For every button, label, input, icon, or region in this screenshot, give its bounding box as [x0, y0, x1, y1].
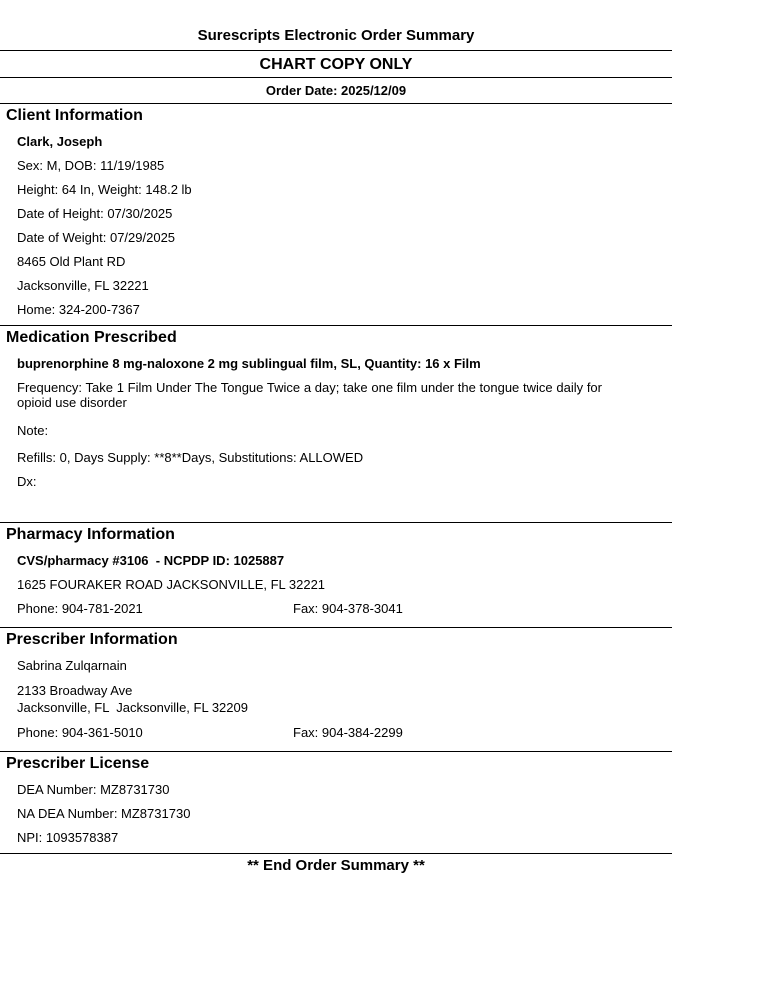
- medication-frequency: Frequency: Take 1 Film Under The Tongue Twice a day; take one film under the tongue twice daily for opioid use disorder: [17, 380, 602, 410]
- end-order-summary: ** End Order Summary **: [247, 857, 425, 874]
- prescriber-information-heading: Prescriber Information: [6, 631, 178, 648]
- prescriber-name: Sabrina Zulqarnain: [17, 658, 127, 673]
- client-address-line2: Jacksonville, FL 32221: [17, 278, 149, 293]
- client-address-line1: 8465 Old Plant RD: [17, 254, 126, 269]
- client-sex-dob: Sex: M, DOB: 11/19/1985: [17, 158, 165, 173]
- document-title: Surescripts Electronic Order Summary: [197, 27, 475, 44]
- license-na-dea-number: NA DEA Number: MZ8731730: [17, 806, 191, 821]
- chart-copy-banner: CHART COPY ONLY: [259, 56, 413, 73]
- medication-prescribed-section: [0, 326, 672, 522]
- prescriber-information-section: [0, 628, 672, 751]
- prescriber-address-line2: Jacksonville, FL Jacksonville, FL 32209: [17, 700, 248, 715]
- prescriber-license-heading: Prescriber License: [6, 755, 150, 772]
- pharmacy-name-ncpdp: CVS/pharmacy #3106 - NCPDP ID: 1025887: [17, 553, 285, 568]
- medication-prescribed-heading: Medication Prescribed: [6, 329, 177, 346]
- medication-dx: Dx:: [17, 474, 37, 489]
- medication-refills: Refills: 0, Days Supply: **8**Days, Substitutions: ALLOWED: [17, 450, 364, 465]
- client-information-heading: Client Information: [6, 107, 143, 124]
- license-npi: NPI: 1093578387: [17, 830, 119, 845]
- client-name: Clark, Joseph: [17, 134, 103, 149]
- prescriber-license-section: [0, 752, 672, 853]
- client-home-phone: Home: 324-200-7367: [17, 302, 140, 317]
- prescriber-phone: Phone: 904-361-5010: [17, 725, 143, 740]
- prescriber-address-line1: 2133 Broadway Ave: [17, 683, 133, 698]
- license-dea-number: DEA Number: MZ8731730: [17, 782, 170, 797]
- client-information-section: [0, 104, 672, 325]
- prescriber-fax: Fax: 904-384-2299: [293, 725, 403, 740]
- pharmacy-fax: Fax: 904-378-3041: [293, 601, 403, 616]
- pharmacy-information-heading: Pharmacy Information: [6, 526, 175, 543]
- pharmacy-information-section: [0, 523, 672, 627]
- pharmacy-phone: Phone: 904-781-2021: [17, 601, 143, 616]
- medication-note: Note:: [17, 423, 49, 438]
- order-date: Order Date: 2025/12/09: [265, 83, 407, 98]
- client-date-of-height: Date of Height: 07/30/2025: [17, 206, 173, 221]
- client-height-weight: Height: 64 In, Weight: 148.2 lb: [17, 182, 192, 197]
- pharmacy-address: 1625 FOURAKER ROAD JACKSONVILLE, FL 32221: [17, 577, 326, 592]
- client-date-of-weight: Date of Weight: 07/29/2025: [17, 230, 176, 245]
- medication-drug: buprenorphine 8 mg-naloxone 2 mg sublingual film, SL, Quantity: 16 x Film: [17, 356, 481, 371]
